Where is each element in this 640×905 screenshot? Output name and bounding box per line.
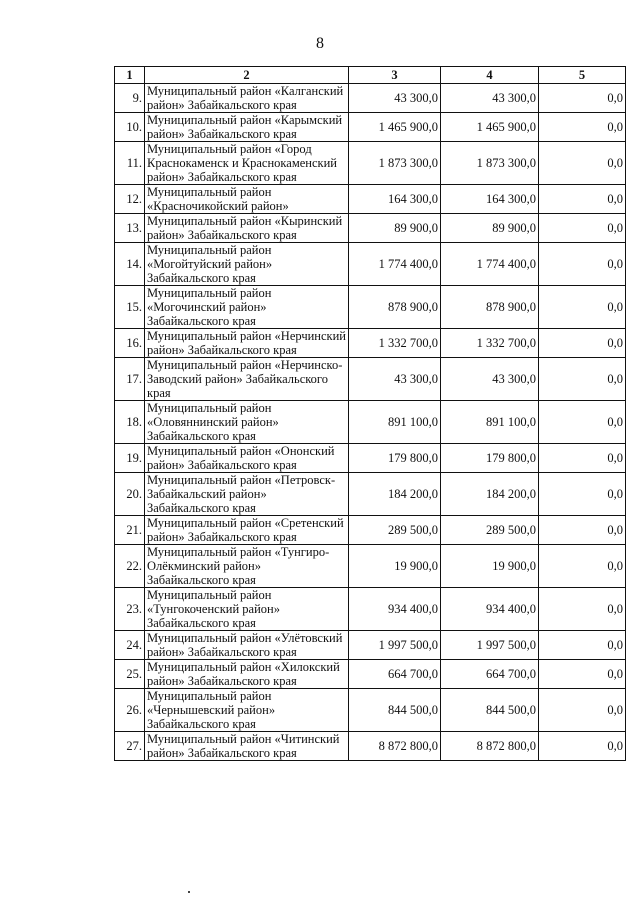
district-name: Муниципальный район «Петровск-Забайкальский район» Забайкальского края <box>145 473 349 516</box>
column-header: 4 <box>441 67 539 84</box>
difference-amount: 0,0 <box>539 329 626 358</box>
allocated-amount: 19 900,0 <box>441 545 539 588</box>
district-name: Муниципальный район «Тунгокоченский район» Забайкальского края <box>145 588 349 631</box>
column-header: 1 <box>115 67 145 84</box>
row-number: 19. <box>115 444 145 473</box>
district-name: Муниципальный район «Красночикойский район» <box>145 185 349 214</box>
difference-amount: 0,0 <box>539 142 626 185</box>
row-number: 13. <box>115 214 145 243</box>
table-row <box>115 689 626 732</box>
plan-amount: 844 500,0 <box>349 689 441 732</box>
plan-amount: 1 873 300,0 <box>349 142 441 185</box>
row-number: 26. <box>115 689 145 732</box>
allocated-amount: 1 465 900,0 <box>441 113 539 142</box>
district-name: Муниципальный район «Чернышевский район» Забайкальского края <box>145 689 349 732</box>
allocated-amount: 891 100,0 <box>441 401 539 444</box>
header-row <box>115 67 626 84</box>
difference-amount: 0,0 <box>539 473 626 516</box>
plan-amount: 8 872 800,0 <box>349 732 441 761</box>
table-row <box>115 84 626 113</box>
scan-speck <box>188 891 190 893</box>
district-name: Муниципальный район «Могочинский район» Забайкальского края <box>145 286 349 329</box>
plan-amount: 179 800,0 <box>349 444 441 473</box>
allocated-amount: 89 900,0 <box>441 214 539 243</box>
page-number: 8 <box>316 35 324 52</box>
plan-amount: 664 700,0 <box>349 660 441 689</box>
row-number: 10. <box>115 113 145 142</box>
column-header: 3 <box>349 67 441 84</box>
district-name: Муниципальный район «Сретенский район» Забайкальского края <box>145 516 349 545</box>
table-row <box>115 358 626 401</box>
difference-amount: 0,0 <box>539 588 626 631</box>
allocated-amount: 934 400,0 <box>441 588 539 631</box>
plan-amount: 43 300,0 <box>349 358 441 401</box>
district-name: Муниципальный район «Тунгиро-Олёкминский район» Забайкальского края <box>145 545 349 588</box>
district-name: Муниципальный район «Нерчинский район» Забайкальского края <box>145 329 349 358</box>
plan-amount: 891 100,0 <box>349 401 441 444</box>
allocated-amount: 1 332 700,0 <box>441 329 539 358</box>
row-number: 18. <box>115 401 145 444</box>
table-row <box>115 545 626 588</box>
allocated-amount: 43 300,0 <box>441 358 539 401</box>
budget-table <box>114 66 626 761</box>
difference-amount: 0,0 <box>539 444 626 473</box>
row-number: 22. <box>115 545 145 588</box>
difference-amount: 0,0 <box>539 286 626 329</box>
plan-amount: 43 300,0 <box>349 84 441 113</box>
difference-amount: 0,0 <box>539 214 626 243</box>
difference-amount: 0,0 <box>539 401 626 444</box>
plan-amount: 19 900,0 <box>349 545 441 588</box>
plan-amount: 934 400,0 <box>349 588 441 631</box>
allocated-amount: 8 872 800,0 <box>441 732 539 761</box>
table-row <box>115 660 626 689</box>
table-row <box>115 401 626 444</box>
difference-amount: 0,0 <box>539 84 626 113</box>
plan-amount: 164 300,0 <box>349 185 441 214</box>
plan-amount: 1 774 400,0 <box>349 243 441 286</box>
table-row <box>115 732 626 761</box>
table-row <box>115 185 626 214</box>
row-number: 15. <box>115 286 145 329</box>
plan-amount: 878 900,0 <box>349 286 441 329</box>
row-number: 23. <box>115 588 145 631</box>
district-name: Муниципальный район «Ононский район» Забайкальского края <box>145 444 349 473</box>
district-name: Муниципальный район «Хилокский район» Забайкальского края <box>145 660 349 689</box>
district-name: Муниципальный район «Калганский район» Забайкальского края <box>145 84 349 113</box>
allocated-amount: 184 200,0 <box>441 473 539 516</box>
row-number: 27. <box>115 732 145 761</box>
allocated-amount: 1 774 400,0 <box>441 243 539 286</box>
plan-amount: 1 997 500,0 <box>349 631 441 660</box>
difference-amount: 0,0 <box>539 358 626 401</box>
row-number: 24. <box>115 631 145 660</box>
table-row <box>115 516 626 545</box>
table-row <box>115 286 626 329</box>
difference-amount: 0,0 <box>539 113 626 142</box>
table-row <box>115 113 626 142</box>
difference-amount: 0,0 <box>539 660 626 689</box>
table-row <box>115 444 626 473</box>
allocated-amount: 43 300,0 <box>441 84 539 113</box>
difference-amount: 0,0 <box>539 516 626 545</box>
column-header: 2 <box>145 67 349 84</box>
row-number: 14. <box>115 243 145 286</box>
table-row <box>115 473 626 516</box>
table-row <box>115 631 626 660</box>
difference-amount: 0,0 <box>539 243 626 286</box>
plan-amount: 1 332 700,0 <box>349 329 441 358</box>
row-number: 9. <box>115 84 145 113</box>
plan-amount: 1 465 900,0 <box>349 113 441 142</box>
table-row <box>115 214 626 243</box>
row-number: 11. <box>115 142 145 185</box>
plan-amount: 289 500,0 <box>349 516 441 545</box>
row-number: 20. <box>115 473 145 516</box>
table-row <box>115 588 626 631</box>
allocated-amount: 289 500,0 <box>441 516 539 545</box>
row-number: 16. <box>115 329 145 358</box>
difference-amount: 0,0 <box>539 631 626 660</box>
column-header: 5 <box>539 67 626 84</box>
allocated-amount: 179 800,0 <box>441 444 539 473</box>
allocated-amount: 878 900,0 <box>441 286 539 329</box>
district-name: Муниципальный район «Город Краснокаменск и Краснокаменский район» Забайкальского края <box>145 142 349 185</box>
allocated-amount: 664 700,0 <box>441 660 539 689</box>
row-number: 25. <box>115 660 145 689</box>
district-name: Муниципальный район «Улётовский район» Забайкальского края <box>145 631 349 660</box>
plan-amount: 184 200,0 <box>349 473 441 516</box>
row-number: 17. <box>115 358 145 401</box>
district-name: Муниципальный район «Карымский район» Забайкальского края <box>145 113 349 142</box>
district-name: Муниципальный район «Читинский район» Забайкальского края <box>145 732 349 761</box>
district-name: Муниципальный район «Могойтуйский район» Забайкальского края <box>145 243 349 286</box>
district-name: Муниципальный район «Кыринский район» Забайкальского края <box>145 214 349 243</box>
allocated-amount: 1 873 300,0 <box>441 142 539 185</box>
allocated-amount: 844 500,0 <box>441 689 539 732</box>
row-number: 12. <box>115 185 145 214</box>
difference-amount: 0,0 <box>539 689 626 732</box>
table-row <box>115 329 626 358</box>
row-number: 21. <box>115 516 145 545</box>
table-row <box>115 142 626 185</box>
district-name: Муниципальный район «Оловяннинский район» Забайкальского края <box>145 401 349 444</box>
plan-amount: 89 900,0 <box>349 214 441 243</box>
district-name: Муниципальный район «Нерчинско-Заводский район» Забайкальского края <box>145 358 349 401</box>
difference-amount: 0,0 <box>539 185 626 214</box>
allocated-amount: 164 300,0 <box>441 185 539 214</box>
table-row <box>115 243 626 286</box>
difference-amount: 0,0 <box>539 545 626 588</box>
allocated-amount: 1 997 500,0 <box>441 631 539 660</box>
difference-amount: 0,0 <box>539 732 626 761</box>
